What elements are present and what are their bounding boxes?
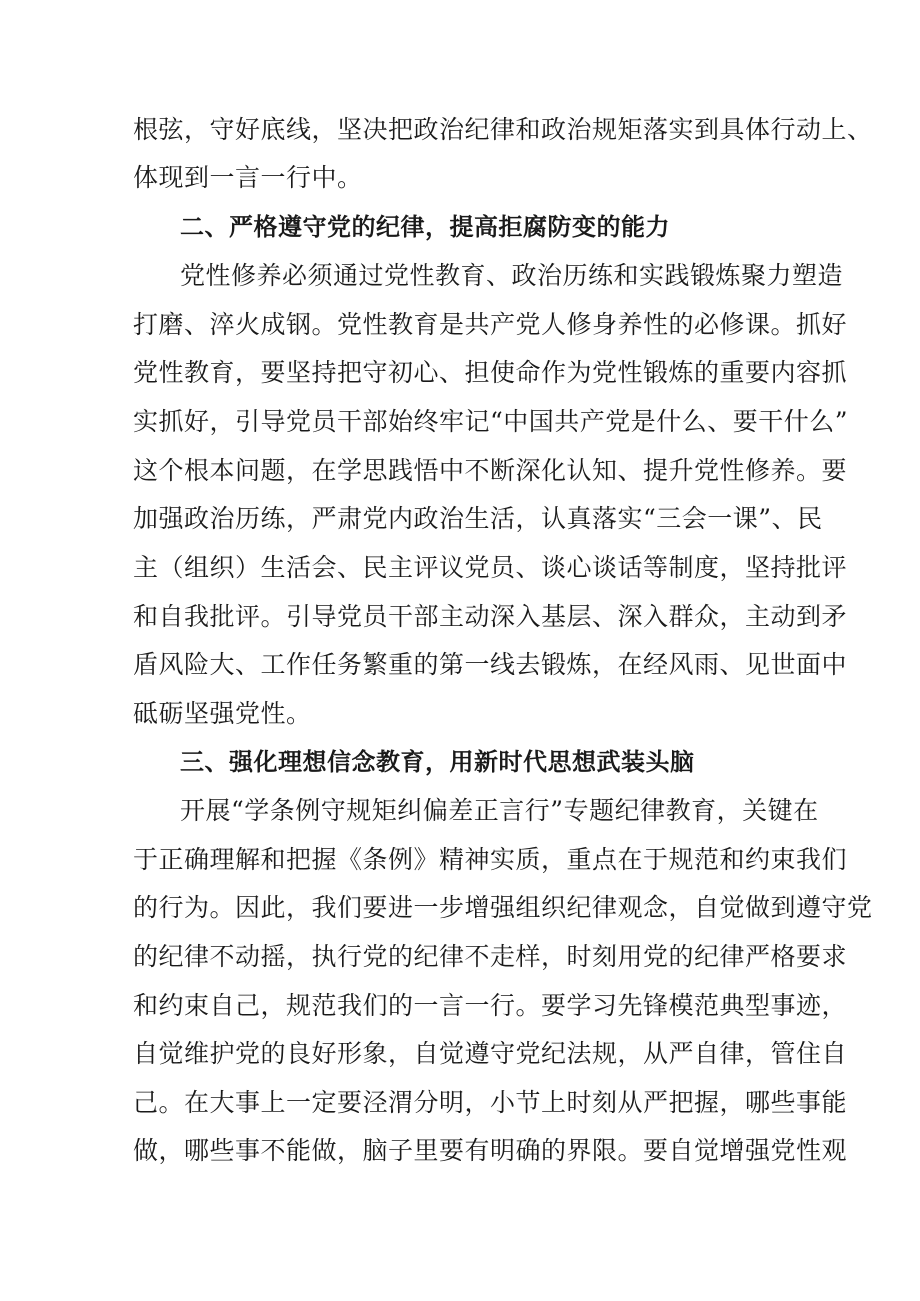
paragraph-line: 这个根本问题，在学思践悟中不断深化认知、提升党性修养。要 (133, 456, 848, 485)
paragraph-line: 和自我批评。引导党员干部主动深入基层、深入群众，主动到矛 (133, 602, 848, 631)
paragraph-line: 加强政治历练，严肃党内政治生活，认真落实“三会一课”、民 (133, 504, 823, 533)
paragraph-line: 的行为。因此，我们要进一步增强组织纪律观念，自觉做到遵守党 (133, 893, 873, 922)
paragraph-line: 砥砺坚强党性。 (133, 699, 312, 728)
paragraph-line: 根弦，守好底线，坚决把政治纪律和政治规矩落实到具体行动上、 (133, 115, 873, 144)
paragraph-line: 党性修养必须通过党性教育、政治历练和实践锻炼聚力塑造 (180, 261, 844, 290)
paragraph-line: 和约束自己，规范我们的一言一行。要学习先锋模范典型事迹， (133, 991, 848, 1020)
paragraph-line: 盾风险大、工作任务繁重的第一线去锻炼，在经风雨、见世面中 (133, 650, 848, 679)
section-heading: 三、强化理想信念教育，用新时代思想武装头脑 (180, 748, 695, 776)
paragraph-line: 打磨、淬火成钢。党性教育是共产党人修身养性的必修课。抓好 (133, 310, 848, 339)
paragraph-line: 实抓好，引导党员干部始终牢记“中国共产党是什么、要干什么” (133, 407, 849, 436)
section-heading: 二、严格遵守党的纪律，提高拒腐防变的能力 (180, 213, 670, 241)
paragraph-line: 主（组织）生活会、民主评议党员、谈心谈话等制度，坚持批评 (133, 553, 848, 582)
paragraph-line: 做，哪些事不能做，脑子里要有明确的界限。要自觉增强党性观 (133, 1136, 848, 1165)
paragraph-line: 的纪律不动摇，执行党的纪律不走样，时刻用党的纪律严格要求 (133, 942, 848, 971)
paragraph-line: 开展“学条例守规矩纠偏差正言行”专题纪律教育，关键在 (180, 796, 819, 825)
paragraph-line: 己。在大事上一定要泾渭分明，小节上时刻从严把握，哪些事能 (133, 1088, 848, 1117)
paragraph-line: 于正确理解和把握《条例》精神实质，重点在于规范和约束我们 (133, 845, 848, 874)
paragraph-line: 自觉维护党的良好形象，自觉遵守党纪法规，从严自律，管住自 (133, 1039, 848, 1068)
paragraph-line: 党性教育，要坚持把守初心、担使命作为党性锻炼的重要内容抓 (133, 358, 848, 387)
paragraph-line: 体现到一言一行中。 (133, 163, 363, 192)
